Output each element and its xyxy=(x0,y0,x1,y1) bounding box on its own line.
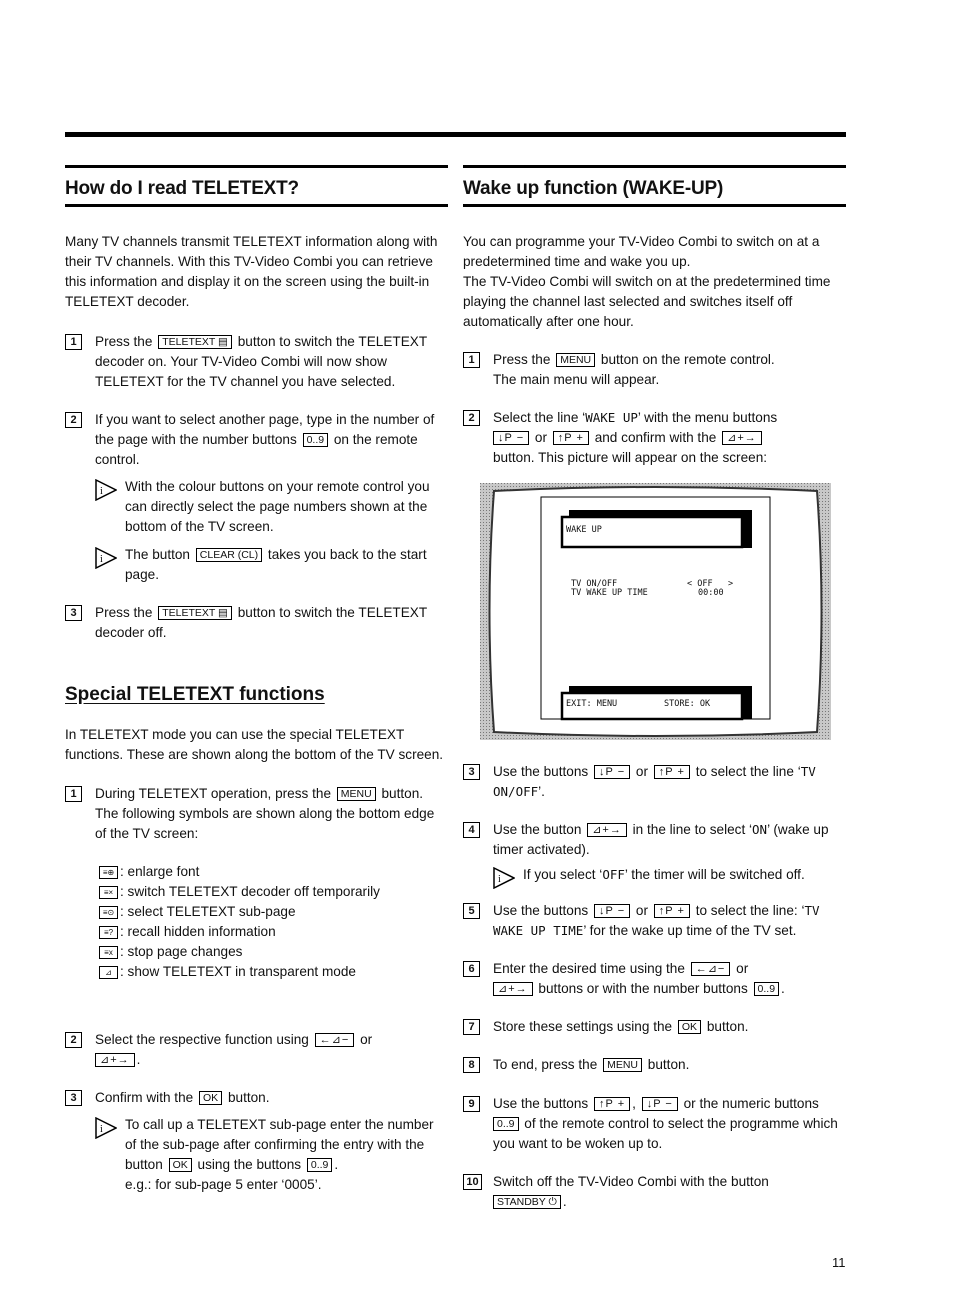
top-rule xyxy=(65,132,846,137)
step-text: . xyxy=(562,1194,567,1209)
ok-key: OK xyxy=(678,1020,701,1034)
ok-key: OK xyxy=(169,1158,192,1172)
number-keys: 0..9 xyxy=(493,1117,519,1131)
wake-step-7 xyxy=(463,1017,846,1037)
symbol-text: : recall hidden information xyxy=(120,924,276,939)
left-column xyxy=(65,165,448,1195)
step-text: button. This picture will appear on the screen: xyxy=(493,450,768,465)
screen-term: ON xyxy=(752,822,768,837)
note-subpage xyxy=(95,1115,448,1195)
clear-key: CLEAR (CL) xyxy=(196,548,262,562)
step-text: Use the buttons xyxy=(493,903,589,918)
step-number: 2 xyxy=(463,410,480,426)
step-text: Enter the desired time using the xyxy=(493,961,685,976)
step-text: or xyxy=(534,430,547,445)
reveal-icon: ≡? xyxy=(99,926,118,939)
step-text: Press the xyxy=(95,334,153,349)
step-text: button to switch the TELETEXT decoder on. Your TV-Video Combi will now show TELETEXT for the TV channel you have selected. xyxy=(95,334,427,389)
wake-step-8 xyxy=(463,1055,846,1075)
menu-key: MENU xyxy=(556,353,595,367)
p-minus-key: ↓P − xyxy=(594,904,630,918)
step-text: or xyxy=(635,764,648,779)
number-keys: 0..9 xyxy=(303,433,329,447)
step-number: 5 xyxy=(463,903,480,919)
note-clear-button xyxy=(95,545,448,585)
step-3 xyxy=(65,603,448,643)
step-text: or the numeric buttons xyxy=(683,1096,819,1111)
tv-screen-illustration xyxy=(480,483,831,740)
note-text: . xyxy=(334,1157,339,1172)
step-text: Use the button xyxy=(493,822,582,837)
step-number: 3 xyxy=(65,605,82,621)
p-plus-key: ↑P + xyxy=(654,904,690,918)
step-text: buttons or with the number buttons xyxy=(538,981,748,996)
number-keys: 0..9 xyxy=(754,982,780,996)
screen-term: TV WAKE UP TIME xyxy=(493,903,820,938)
special-step-2 xyxy=(65,1030,448,1070)
symbol-subpage xyxy=(99,902,448,922)
step-text: Select the respective function using xyxy=(95,1032,309,1047)
note-text: With the colour buttons on your remote control you can directly select the page numbers shown at the bottom of the TV screen. xyxy=(125,479,430,534)
step-text: to select the line: ‘ xyxy=(695,903,805,918)
teletext-key: TELETEXT ▤ xyxy=(158,335,232,349)
menu-key: MENU xyxy=(603,1058,642,1072)
step-text: and confirm with the xyxy=(594,430,717,445)
left-arrow-key: ←⊿− xyxy=(315,1033,355,1047)
step-number: 6 xyxy=(463,961,480,977)
step-text: To end, press the xyxy=(493,1057,598,1072)
intro-teletext: Many TV channels transmit TELETEXT information along with their TV channels. With this TV-Video Combi you can retrieve this information and display it on the screen using the built-in TELETEXT decoder. xyxy=(65,234,438,309)
step-text: Select the line ‘ xyxy=(493,410,586,425)
step-text: . xyxy=(136,1052,141,1067)
step-number: 9 xyxy=(463,1096,480,1112)
wake-step-9 xyxy=(463,1094,846,1154)
step-text: or xyxy=(736,961,749,976)
wake-step-1 xyxy=(463,350,846,390)
step-number: 4 xyxy=(463,822,480,838)
info-triangle-icon xyxy=(95,547,117,569)
right-arrow-key: ⊿+→ xyxy=(722,431,762,445)
teletext-key: TELETEXT ▤ xyxy=(158,606,232,620)
p-minus-key: ↓P − xyxy=(594,765,630,779)
step-text: Press the xyxy=(493,352,551,367)
step-number: 10 xyxy=(463,1174,482,1190)
step-number: 1 xyxy=(463,352,480,368)
step-text: button. xyxy=(647,1057,690,1072)
wake-step-5 xyxy=(463,901,846,941)
transparent-icon: ⊿ xyxy=(99,966,118,979)
screen-row-time-value: 00:00 xyxy=(698,588,724,598)
note-timer-off xyxy=(493,865,846,885)
svg-text:i: i xyxy=(498,874,501,885)
step-number: 1 xyxy=(65,786,82,802)
intro-special: In TELETEXT mode you can use the special TELETEXT functions. These are shown along the bottom of the TV screen. xyxy=(65,727,444,762)
screen-title: WAKE UP xyxy=(566,525,602,535)
step-text: Use the buttons xyxy=(493,764,589,779)
screen-row-time-label: TV WAKE UP TIME xyxy=(571,588,648,598)
info-triangle-icon xyxy=(95,479,117,501)
standby-key: STANDBY ⏻ xyxy=(493,1195,561,1209)
symbol-stop xyxy=(99,942,448,962)
step-text: During TELETEXT operation, press the xyxy=(95,786,331,801)
svg-text:i: i xyxy=(100,486,103,497)
step-text: or xyxy=(360,1032,373,1047)
svg-text:i: i xyxy=(100,554,103,565)
screen-footer-exit: EXIT: MENU xyxy=(566,699,618,709)
heading-read-teletext: How do I read TELETEXT? xyxy=(65,165,448,207)
note-text: takes you back to the start page. xyxy=(125,547,427,582)
heading-wake-up: Wake up function (WAKE-UP) xyxy=(463,165,846,207)
step-number: 3 xyxy=(65,1090,82,1106)
step-text: button. The following symbols are shown along the bottom edge of the TV screen: xyxy=(95,786,435,841)
symbol-text: : stop page changes xyxy=(120,944,243,959)
symbol-list xyxy=(99,862,448,982)
screen-term: OFF xyxy=(602,867,625,882)
note-text: using the buttons xyxy=(197,1157,302,1172)
symbol-off xyxy=(99,882,448,902)
step-text: , xyxy=(632,1096,636,1111)
note-example: e.g.: for sub-page 5 enter ‘0005’. xyxy=(125,1177,322,1192)
step-text: ’ for the wake up time of the TV set. xyxy=(583,923,797,938)
step-text: . xyxy=(781,981,785,996)
step-text: or xyxy=(635,903,648,918)
step-text: on the remote control. xyxy=(95,432,418,467)
screen-row-on-off-value: < OFF > xyxy=(687,579,734,589)
info-triangle-icon xyxy=(95,1117,117,1139)
screen-term: WAKE UP xyxy=(585,410,638,425)
note-text: The button xyxy=(125,547,190,562)
info-triangle-icon xyxy=(493,867,515,889)
ok-key: OK xyxy=(199,1091,222,1105)
right-arrow-key: ⊿+→ xyxy=(493,982,533,996)
left-arrow-key: ←⊿− xyxy=(691,962,731,976)
step-number: 1 xyxy=(65,334,82,350)
step-number: 7 xyxy=(463,1019,480,1035)
step-number: 2 xyxy=(65,412,82,428)
symbol-enlarge xyxy=(99,862,448,882)
wake-step-3 xyxy=(463,762,846,802)
note-text: If you select ‘ xyxy=(523,867,603,882)
step-text: button to switch the TELETEXT decoder off. xyxy=(95,605,427,640)
symbol-text: : select TELETEXT sub-page xyxy=(120,904,296,919)
wake-step-10 xyxy=(463,1172,846,1212)
step-text: Press the xyxy=(95,605,153,620)
right-column xyxy=(463,165,846,1212)
step-2 xyxy=(65,410,448,470)
heading-special-teletext: Special TELETEXT functions xyxy=(65,684,325,705)
special-step-1 xyxy=(65,784,448,844)
step-text: Store these settings using the xyxy=(493,1019,673,1034)
p-plus-key: ↑P + xyxy=(553,431,589,445)
step-1 xyxy=(65,332,448,392)
step-text: to select the line ‘ xyxy=(695,764,801,779)
p-minus-key: ↓P − xyxy=(642,1097,678,1111)
step-text: Use the buttons xyxy=(493,1096,589,1111)
step-text: ’. xyxy=(538,784,545,799)
symbol-text: : switch TELETEXT decoder off temporarily xyxy=(120,884,380,899)
wake-step-6 xyxy=(463,959,846,999)
symbol-hidden xyxy=(99,922,448,942)
step-text: Confirm with the xyxy=(95,1090,194,1105)
menu-key: MENU xyxy=(337,787,376,801)
screen-term: TV ON/OFF xyxy=(493,764,816,799)
step-text: ’ with the menu buttons xyxy=(637,410,778,425)
enlarge-font-icon: ≡⊕ xyxy=(99,866,118,879)
number-keys: 0..9 xyxy=(307,1158,333,1172)
wake-step-4 xyxy=(463,820,846,860)
step-text: button on the remote control. xyxy=(600,352,775,367)
p-plus-key: ↑P + xyxy=(654,765,690,779)
subpage-icon: ≡⊙ xyxy=(99,906,118,919)
step-number: 2 xyxy=(65,1032,82,1048)
step-text: button. xyxy=(227,1090,270,1105)
right-arrow-key: ⊿+→ xyxy=(587,823,627,837)
step-number: 3 xyxy=(463,764,480,780)
tv-screen-frame xyxy=(480,483,831,740)
note-text: ’ the timer will be switched off. xyxy=(624,867,805,882)
svg-text:i: i xyxy=(100,1124,103,1135)
step-text: button. xyxy=(706,1019,749,1034)
p-plus-key: ↑P + xyxy=(594,1097,630,1111)
step-text: of the remote control to select the programme which you want to be woken up to. xyxy=(493,1116,838,1151)
step-number: 8 xyxy=(463,1057,480,1073)
step-text: in the line to select ‘ xyxy=(632,822,753,837)
hold-icon: ≡x xyxy=(99,946,118,959)
right-arrow-key: ⊿+→ xyxy=(95,1053,135,1067)
screen-row-on-off-label: TV ON/OFF xyxy=(571,579,618,589)
p-minus-key: ↓P − xyxy=(493,431,529,445)
screen-footer-store: STORE: OK xyxy=(664,699,711,709)
intro-wake-up-2: The TV-Video Combi will switch on at the predetermined time playing the channel last selected and switches itself off automatically after one hour. xyxy=(463,274,831,329)
step-text: The main menu will appear. xyxy=(493,372,660,387)
note-colour-buttons xyxy=(95,477,448,537)
note-text: To call up a TELETEXT sub-page enter the number of the sub-page after confirming the entry with the button xyxy=(125,1117,434,1172)
decoder-off-icon: ≡× xyxy=(99,886,118,899)
page-number: 11 xyxy=(832,1255,846,1270)
symbol-text: : enlarge font xyxy=(120,864,200,879)
special-step-3 xyxy=(65,1088,448,1108)
intro-wake-up: You can programme your TV-Video Combi to switch on at a predetermined time and wake you up. xyxy=(463,234,820,269)
wake-step-2 xyxy=(463,408,846,468)
step-text: ’ (wake up timer activated). xyxy=(493,822,829,857)
symbol-text: : show TELETEXT in transparent mode xyxy=(120,964,356,979)
step-text: Switch off the TV-Video Combi with the button xyxy=(493,1174,769,1189)
step-text: If you want to select another page, type in the number of the page with the number buttons xyxy=(95,412,435,447)
symbol-transparent xyxy=(99,962,448,982)
